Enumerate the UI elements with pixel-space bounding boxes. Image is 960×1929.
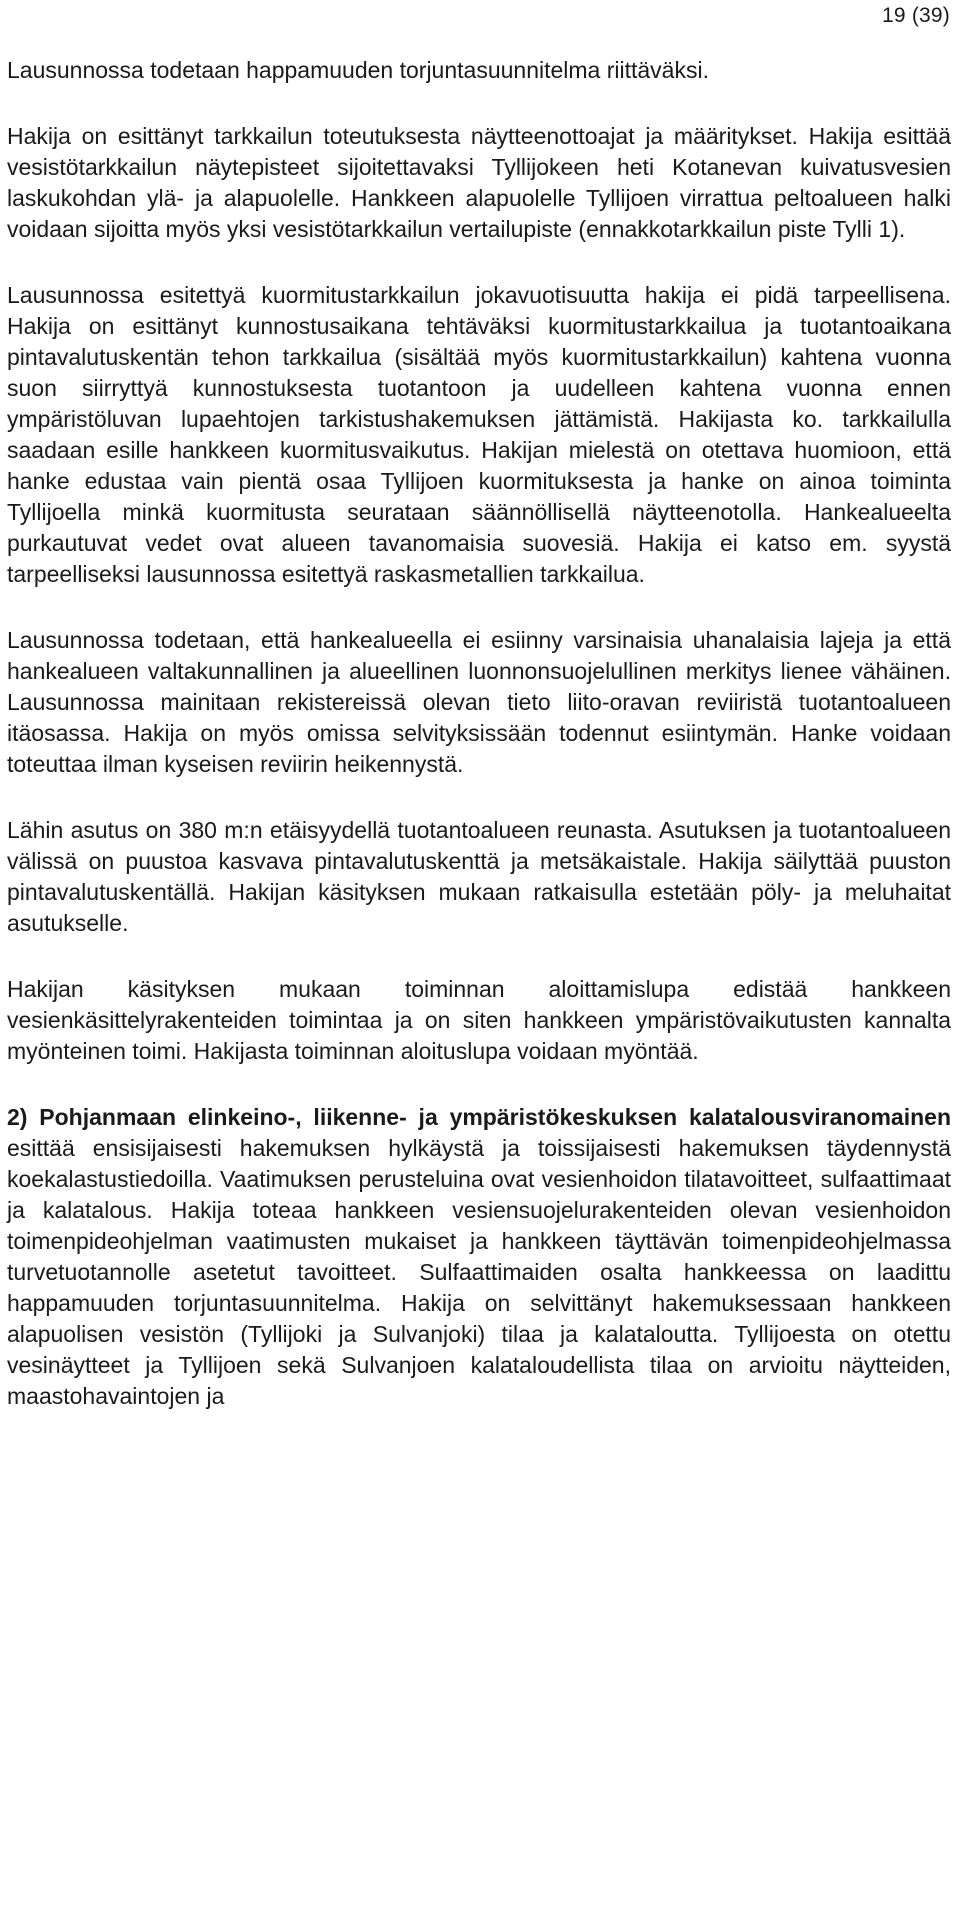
authority-statement: esittää ensisijaisesti hakemuksen hylkäystä ja toissijaisesti hakemuksen täydennystä koekalastustiedoilla. Vaatimuksen perusteluina ovat vesienhoidon tilatavoitteet, sulfaattimaat ja kalatalous. Hakija toteaa hankkeen vesiensuojelurakenteiden olevan vesienhoidon toimenpideohjelman vaatimusten mukaiset ja hankkeen täyttävän toimenpideohjelmassa turvetuotannolle asetetut tavoitteet. Sulfaattimaiden osalta hankkeessa on laadittu happamuuden torjuntasuunnitelma. Hakija on selvittänyt hakemuksessaan hankkeen alapuolisen vesistön (Tyllijoki ja Sulvanjoki) tilaa ja kalataloutta. Tyllijoesta on otettu vesinäytteet ja Tyllijoen sekä Sulvanjoen kalataloudellista tilaa on arvioitu näytteiden, maastohavaintojen ja — [7, 1135, 951, 1409]
paragraph-start-permit: Hakijan käsityksen mukaan toiminnan aloittamislupa edistää hankkeen vesienkäsittelyrakenteiden toimintaa ja on siten hankkeen ympäristövaikutusten kannalta myönteinen toimi. Hakijasta toiminnan aloituslupa voidaan myöntää. — [7, 976, 951, 1064]
authority-name: 2) Pohjanmaan elinkeino-, liikenne- ja ympäristökeskuksen kalatalousviranomainen — [7, 1104, 951, 1130]
paragraph-nature-values: Lausunnossa todetaan, että hankealueella ei esiinny varsinaisia uhanalaisia lajeja ja että hankealueen valtakunnallinen ja alueellinen luonnonsuojelullinen merkitys lienee vähäinen. Lausunnossa mainitaan rekistereissä olevan tieto liito-oravan reviiristä tuotantoalueen itäosassa. Hakija on myös omissa selvityksissään todennut esiintymän. Hanke voidaan toteuttaa ilman kyseisen reviirin heikennystä. — [7, 627, 951, 777]
paragraph-acidity-plan: Lausunnossa todetaan happamuuden torjuntasuunnitelma riittäväksi. — [7, 57, 709, 83]
paragraph-fisheries-authority — [7, 1102, 951, 1412]
paragraph-monitoring-points: Hakija on esittänyt tarkkailun toteutuksesta näytteenottoajat ja määritykset. Hakija esittää vesistötarkkailun näytepisteet sijoitettavaksi Tyllijokeen heti Kotanevan kuivatusvesien laskukohdan ylä- ja alapuolelle. Hankkeen alapuolelle Tyllijoen virrattua peltoalueen halki voidaan sijoitta myös yksi vesistötarkkailun vertailupiste (ennakkotarkkailun piste Tylli 1). — [7, 123, 951, 242]
paragraph-load-monitoring: Lausunnossa esitettyä kuormitustarkkailun jokavuotisuutta hakija ei pidä tarpeellisena. Hakija on esittänyt kunnostusaikana tehtäväksi kuormitustarkkailua ja tuotantoaikana pintavalutuskentän tehon tarkkailua (sisältää myös kuormitustarkkailun) kahtena vuonna suon siirryttyä kunnostuksesta tuotantoon ja uudelleen kahtena vuonna ennen ympäristöluvan lupaehtojen tarkistushakemuksen jättämistä. Hakijasta ko. tarkkailulla saadaan esille hankkeen kuormitusvaikutus. Hakijan mielestä on otettava huomioon, että hanke edustaa vain pientä osaa Tyllijoen kuormituksesta ja hanke on ainoa toiminta Tyllijoella minkä kuormitusta seurataan säännöllisellä näytteenotolla. Hankealueelta purkautuvat vedet ovat alueen tavanomaisia suovesiä. Hakija ei katso em. syystä tarpeelliseksi lausunnossa esitettyä raskasmetallien tarkkailua. — [7, 282, 951, 587]
document-body — [7, 55, 951, 1447]
paragraph-nearest-settlement: Lähin asutus on 380 m:n etäisyydellä tuotantoalueen reunasta. Asutuksen ja tuotantoalueen välissä on puustoa kasvava pintavalutuskenttä ja metsäkaistale. Hakija säilyttää puuston pintavalutuskentällä. Hakijan käsityksen mukaan ratkaisulla estetään pöly- ja meluhaitat asutukselle. — [7, 817, 951, 936]
page-number: 19 (39) — [882, 4, 950, 27]
